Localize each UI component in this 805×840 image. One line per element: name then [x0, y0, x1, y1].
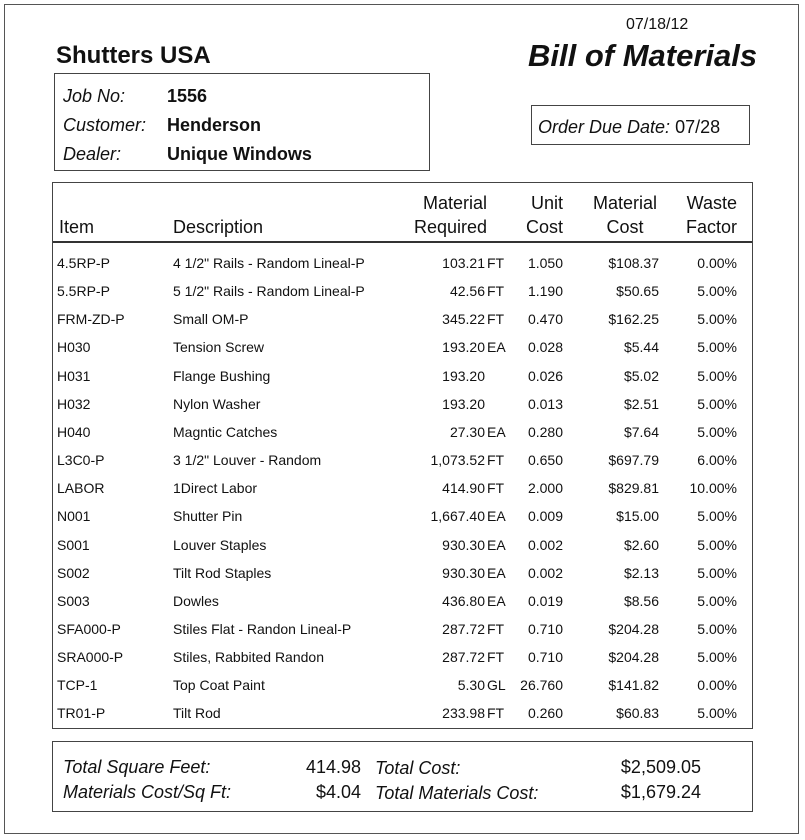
waste-factor-cell: 5.00% [697, 367, 737, 384]
description-cell: Magntic Catches [173, 423, 278, 440]
item-cell: H030 [57, 339, 91, 356]
unit-cost-cell: 0.002 [527, 536, 563, 553]
material-cost-cell: $5.44 [623, 339, 659, 356]
unit-cost-cell: 1.050 [527, 255, 563, 271]
material-cost-cell: $204.28 [608, 649, 659, 666]
unit-cost-cell: 0.013 [527, 395, 563, 412]
job-no-label: Job No: [63, 86, 126, 106]
table-row [53, 649, 752, 677]
material-required-cell: 1,073.52 [430, 452, 485, 469]
table-header [53, 183, 752, 243]
item-cell: LABOR [57, 480, 105, 497]
item-cell: TCP-1 [57, 677, 98, 694]
waste-factor-cell: 0.00% [697, 677, 737, 694]
material-cost-cell: $2.13 [623, 564, 659, 581]
description-cell: Flange Bushing [173, 367, 271, 384]
material-required-cell: 103.21 [442, 255, 485, 271]
unit-of-measure-cell: FT [487, 311, 505, 328]
material-required-cell: 1,667.40 [430, 508, 485, 525]
material-required-cell: 193.20 [442, 339, 485, 356]
total-materials-label: Total Materials Cost: [375, 783, 539, 803]
unit-cost-cell: 0.710 [527, 649, 563, 666]
waste-factor-cell: 0.00% [697, 255, 737, 271]
table-row [53, 621, 752, 649]
item-cell: L3C0-P [57, 452, 105, 469]
total-sqft-label: Total Square Feet: [63, 757, 211, 777]
description-cell: Shutter Pin [173, 508, 243, 525]
item-cell: S003 [57, 592, 90, 609]
material-cost-cell: $2.51 [623, 395, 659, 412]
customer-label: Customer: [63, 115, 147, 135]
material-required-cell: 42.56 [449, 283, 485, 300]
waste-factor-cell: 5.00% [697, 339, 737, 356]
material-required-cell: 233.98 [442, 705, 485, 722]
job-info-box [54, 73, 430, 171]
material-required-cell: 27.30 [449, 423, 485, 440]
table-row [53, 508, 752, 536]
material-required-cell: 930.30 [442, 536, 485, 553]
waste-factor-cell: 5.00% [697, 649, 737, 666]
material-required-cell: 193.20 [442, 395, 485, 412]
total-materials-value: $1,679.24 [620, 782, 701, 802]
page-title: Bill of Materials [528, 38, 758, 73]
table-row [53, 705, 752, 733]
unit-of-measure-cell: FT [487, 480, 505, 497]
material-cost-cell: $2.60 [623, 536, 659, 553]
material-required-cell: 287.72 [442, 649, 485, 666]
material-cost-cell: $5.02 [623, 367, 659, 384]
description-cell: Tilt Rod Staples [173, 564, 272, 581]
item-cell: TR01-P [57, 705, 106, 722]
material-required-cell: 436.80 [442, 592, 485, 609]
material-cost-cell: $8.56 [623, 592, 659, 609]
item-cell: N001 [57, 508, 91, 525]
waste-factor-cell: 5.00% [697, 311, 737, 328]
table-row [53, 339, 752, 367]
unit-of-measure-cell: FT [487, 705, 505, 722]
unit-cost-cell: 0.470 [527, 311, 563, 328]
material-cost-cell: $141.82 [608, 677, 659, 694]
unit-of-measure-cell: FT [487, 452, 505, 469]
unit-cost-cell: 0.019 [527, 592, 563, 609]
item-cell: H032 [57, 395, 91, 412]
unit-cost-cell: 0.009 [527, 508, 563, 525]
unit-cost-cell: 0.280 [527, 423, 563, 440]
material-cost-cell: $7.64 [623, 423, 659, 440]
item-cell: S002 [57, 564, 90, 581]
table-row [53, 311, 752, 339]
waste-factor-cell: 10.00% [689, 480, 737, 497]
unit-of-measure-cell: FT [487, 255, 505, 271]
unit-of-measure-cell: FT [487, 649, 505, 666]
table-row [53, 537, 752, 565]
description-cell: 1Direct Labor [173, 480, 258, 497]
description-cell: Tension Screw [173, 339, 265, 356]
waste-factor-cell: 5.00% [697, 592, 737, 609]
unit-of-measure-cell: FT [487, 283, 505, 300]
item-cell: FRM-ZD-P [57, 311, 125, 328]
description-cell: Tilt Rod [173, 705, 221, 722]
table-row [53, 283, 752, 311]
description-cell: Louver Staples [173, 536, 267, 553]
unit-of-measure-cell: EA [487, 339, 506, 356]
unit-of-measure-cell: FT [487, 620, 505, 637]
description-cell: Stiles, Rabbited Randon [173, 649, 324, 666]
material-cost-cell: $50.65 [616, 283, 659, 300]
description-cell: Top Coat Paint [173, 677, 265, 694]
totals-box [52, 741, 753, 812]
item-cell: 5.5RP-P [57, 283, 110, 300]
table-row [53, 593, 752, 621]
table-row [53, 677, 752, 705]
material-required-cell: 287.72 [442, 620, 485, 637]
unit-cost-cell: 0.002 [527, 564, 563, 581]
order-due-value: 07/28 [675, 117, 721, 137]
header-unit-cost: Unit Cost [525, 193, 563, 237]
waste-factor-cell: 5.00% [697, 705, 737, 722]
unit-cost-cell: 0.260 [527, 705, 563, 722]
header-waste-factor: Waste Factor [685, 193, 737, 237]
unit-cost-cell: 0.026 [527, 367, 563, 384]
unit-of-measure-cell: EA [487, 423, 506, 440]
unit-of-measure-cell: EA [487, 536, 506, 553]
material-cost-cell: $204.28 [608, 620, 659, 637]
waste-factor-cell: 5.00% [697, 564, 737, 581]
description-cell: 4 1/2" Rails - Random Lineal-P [173, 255, 365, 271]
material-cost-cell: $15.00 [616, 508, 659, 525]
item-cell: SRA000-P [57, 649, 124, 666]
total-cost-value: $2,509.05 [620, 757, 701, 777]
header-item: Item [59, 217, 95, 237]
unit-of-measure-cell: GL [487, 677, 506, 694]
header-material-cost: Material Cost [592, 193, 658, 237]
job-no-value: 1556 [167, 86, 208, 106]
materials-table [52, 182, 753, 729]
table-row [53, 255, 752, 283]
item-cell: H031 [57, 367, 91, 384]
item-cell: S001 [57, 536, 90, 553]
header-description: Description [173, 217, 264, 237]
unit-cost-cell: 1.190 [527, 283, 563, 300]
order-due-box [531, 105, 750, 145]
material-cost-cell: $162.25 [608, 311, 659, 328]
unit-of-measure-cell: EA [487, 564, 506, 581]
material-cost-cell: $60.83 [616, 705, 659, 722]
report-date: 07/18/12 [626, 16, 689, 33]
material-cost-cell: $108.37 [608, 255, 659, 271]
material-required-cell: 193.20 [442, 367, 485, 384]
table-row [53, 396, 752, 424]
unit-cost-cell: 0.650 [527, 452, 563, 469]
waste-factor-cell: 5.00% [697, 620, 737, 637]
table-row [53, 368, 752, 396]
description-cell: Small OM-P [173, 311, 249, 328]
material-required-cell: 930.30 [442, 564, 485, 581]
table-row [53, 452, 752, 480]
dealer-value: Unique Windows [167, 144, 312, 164]
description-cell: 5 1/2" Rails - Random Lineal-P [173, 283, 365, 300]
unit-cost-cell: 2.000 [527, 480, 563, 497]
unit-cost-cell: 0.710 [527, 620, 563, 637]
total-sqft-value: 414.98 [305, 757, 361, 777]
item-cell: H040 [57, 423, 91, 440]
unit-of-measure-cell: EA [487, 592, 506, 609]
description-cell: Nylon Washer [173, 395, 261, 412]
order-due-label: Order Due Date: [538, 117, 671, 137]
item-cell: 4.5RP-P [57, 255, 110, 271]
unit-cost-cell: 26.760 [520, 677, 563, 694]
description-cell: Stiles Flat - Randon Lineal-P [173, 620, 352, 637]
waste-factor-cell: 5.00% [697, 536, 737, 553]
table-row [53, 424, 752, 452]
waste-factor-cell: 5.00% [697, 508, 737, 525]
item-cell: SFA000-P [57, 620, 121, 637]
waste-factor-cell: 5.00% [697, 423, 737, 440]
dealer-label: Dealer: [63, 144, 122, 164]
cost-per-sqft-value: $4.04 [315, 782, 361, 802]
table-row [53, 565, 752, 593]
material-required-cell: 5.30 [457, 677, 485, 694]
material-cost-cell: $829.81 [608, 480, 659, 497]
cost-per-sqft-label: Materials Cost/Sq Ft: [63, 782, 232, 802]
unit-of-measure-cell: EA [487, 508, 506, 525]
material-required-cell: 414.90 [442, 480, 485, 497]
description-cell: Dowles [173, 592, 219, 609]
table-row [53, 480, 752, 508]
header-material-required: Material Required [413, 193, 487, 237]
waste-factor-cell: 5.00% [697, 395, 737, 412]
waste-factor-cell: 5.00% [697, 283, 737, 300]
customer-value: Henderson [167, 115, 262, 135]
material-required-cell: 345.22 [442, 311, 485, 328]
unit-cost-cell: 0.028 [527, 339, 563, 356]
waste-factor-cell: 6.00% [697, 452, 737, 469]
material-cost-cell: $697.79 [608, 452, 659, 469]
total-cost-label: Total Cost: [375, 758, 461, 778]
description-cell: 3 1/2" Louver - Random [173, 452, 322, 469]
company-name: Shutters USA [56, 42, 211, 69]
